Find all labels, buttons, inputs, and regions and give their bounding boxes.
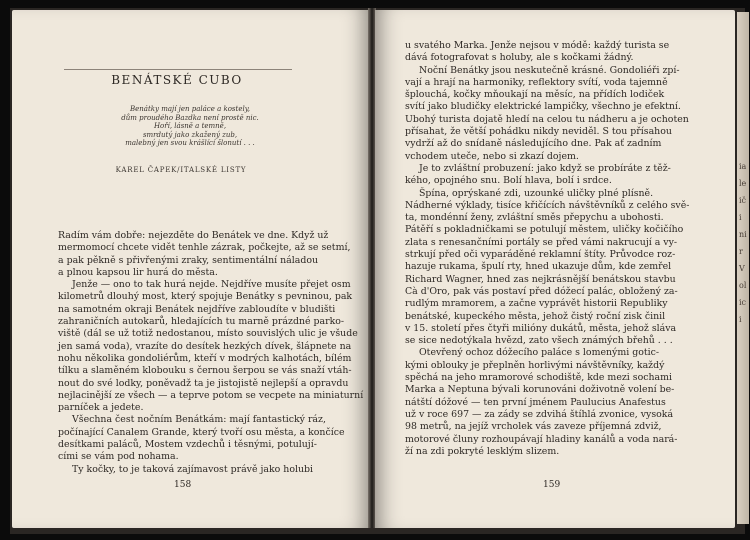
text-line: kého, opojného snu. Bolí hlava, bolí i srdce.: [405, 175, 612, 187]
text-line: desítkami paláců, Mostem vzdechů i těsnými, potulují-: [58, 439, 317, 451]
text-line: Ubohý turista dojatě hledí na celou tu nádheru a je ochoten: [405, 113, 689, 125]
epigraph-line: malebný jen svou krášlící šlonutí . . .: [125, 139, 255, 148]
epigraph-line: smrdutý jako zkažený zub,: [142, 130, 238, 139]
edge-text-fragment: r: [739, 247, 743, 256]
edge-text-fragment: i: [739, 213, 742, 222]
text-line: vchodem uteče, nebo si zkazí dojem.: [405, 150, 579, 162]
next-page-edge: [737, 12, 749, 524]
edge-text-fragment: ni: [739, 230, 747, 239]
text-line: přísahat, že větší pohádku nikdy neviděl. S tou přísahou: [405, 126, 672, 138]
text-line: šplouchá, kočky mňoukají na měsíc, na přídích lodiček: [405, 89, 665, 101]
edge-text-fragment: ia: [739, 162, 747, 171]
text-line: cími se vám pod nohama.: [58, 451, 179, 463]
text-line: ta, mondénní ženy, zvláštní směs přepychu a ubohosti.: [405, 212, 664, 224]
text-line: nohu několika gondoliérům, kteří v modrých kalhotách, bílém: [58, 352, 352, 364]
right-page: [375, 10, 735, 528]
epigraph-line: Hoří, lásně a temně,: [153, 122, 227, 131]
text-line: vají a hrají na harmoniky, reflektory svítí, voda tajemně: [405, 76, 668, 88]
epigraph-line: dům proudého Bazdka není prostě nic.: [121, 113, 259, 122]
edge-text-fragment: i: [739, 315, 742, 324]
text-line: Noční Benátky jsou neskutečně krásné. Gondoliéři zpí-: [419, 64, 680, 76]
text-line: hazuje rukama, špulí rty, hned ukazuje dům, kde zemřel: [405, 261, 672, 273]
text-line: Radím vám dobře: nejezděte do Benátek ve dne. Když už: [58, 230, 329, 241]
text-line: rudlým mramorem, a začne vyprávět historii Republiky: [405, 298, 668, 310]
edge-text-fragment: le: [739, 179, 747, 188]
text-line: kými oblouky je přeplněn horlivými návštěvníky, každý: [405, 359, 665, 371]
text-line: jen samá voda), vrazíte do desítek hezkých dívek, šlápnete na: [58, 340, 352, 352]
text-line: Špína, oprýskané zdi, uzounké uličky plné plísně.: [419, 187, 654, 199]
text-line: kilometrů dlouhý most, který spojuje Benátky s pevninou, pak: [58, 291, 353, 303]
text-line: už v roce 697 — za zády se zdvihá štíhlá zvonice, vysoká: [405, 408, 674, 420]
page-number-left: 158: [174, 480, 192, 490]
text-line: vydrží až do snídaně následujícího dne. Pak ať zadním: [405, 138, 662, 150]
title-rule: [64, 69, 292, 70]
text-line: 98 metrů, na jejíž vrcholek vás zaveze příjemná zdviž,: [405, 421, 662, 433]
page-number-right: 159: [543, 480, 561, 490]
text-line: benátské, kupeckého města, jehož čistý roční zisk činil: [405, 310, 666, 322]
text-line: Je to zvláštní probuzení: jako když se probíráte z těž-: [419, 162, 671, 174]
left-body-text: [58, 230, 364, 476]
text-line: Marka a Neptuna bývali korunováni doživotně volení be-: [405, 384, 675, 396]
text-line: Ty kočky, to je taková zajímavost právě jako holubi: [72, 463, 313, 475]
text-line: v 15. století přes čtyři milióny dukátů, města, jehož sláva: [405, 322, 677, 334]
text-line: motorové čluny rozhoupávají hladiny kanálů a voda nará-: [405, 433, 678, 445]
text-line: počínající Canalem Grande, který tvoří osu města, a končíce: [58, 426, 345, 438]
text-line: Cà d'Oro, pak vás postaví před dóžecí palác, obložený za-: [405, 285, 678, 297]
epigraph-author: KAREL ČAPEK/ITALSKÉ LISTY: [115, 166, 247, 174]
edge-text-fragment: V: [739, 264, 745, 273]
text-line: spěchá na jeho mramorové schodiště, kde mezi sochami: [405, 372, 673, 384]
open-book: [10, 8, 745, 534]
text-line: zlata s renesančními portály se před vámi nakrucují a vy-: [405, 236, 678, 248]
edge-text-fragment: ič: [739, 196, 747, 205]
left-page: [12, 10, 369, 528]
text-line: dává fotografovat s holuby, ale s kočkami žádný.: [405, 52, 634, 64]
text-line: Pátěří s pokladničkami se potulují městem, uličky kočičího: [405, 224, 684, 236]
text-line: tílku a slaměném klobouku s černou šerpou se vás snaží vtáh-: [58, 365, 352, 377]
edge-text-fragment: ic: [739, 298, 747, 307]
text-line: nout do své lodky, poněvadž ta je jistojistě nejlepší a opravdu: [58, 377, 349, 389]
text-line: se sice nedotýkala hvězd, zato všech známých břehů . . .: [405, 335, 673, 347]
epigraph-line: Benátky mají jen paláce a kostely,: [130, 105, 250, 113]
text-line: u svatého Marka. Jenže nejsou v módě: každý turista se: [405, 40, 670, 51]
chapter-title: BENÁTSKÉ CUBO: [111, 73, 243, 87]
text-line: Otevřený ochoz dóžecího paláce s lomenými gotic-: [419, 347, 660, 359]
text-line: nátští dóžové — ten první jménem Paulucius Anafestus: [405, 396, 666, 408]
text-line: Jenže — ono to tak hurá nejde. Nejdříve musíte přejet osm: [72, 279, 351, 291]
text-line: nejlacinější ze všech — a teprve potom se vecpete na miniaturní: [58, 389, 364, 401]
text-line: na samotném okraji Benátek nejdříve zabloudíte v bludišti: [58, 303, 336, 315]
text-line: svítí jako bludičky elektrické lampičky, všechno je efektní.: [405, 101, 681, 113]
edge-text-fragment: ol: [739, 281, 747, 290]
text-line: viště (dál se už totiž nedostanou, místo souvislých ulic je všude: [58, 328, 358, 340]
text-line: Nádherné výklady, tisíce křičících návštěvníků z celého svě-: [405, 199, 690, 211]
text-line: strkují před oči vyparáděné reklamní štíty. Průvodce roz-: [405, 249, 676, 261]
text-line: Všechna čest nočním Benátkám: mají fantastický ráz,: [72, 414, 326, 426]
text-line: parníček a jedete.: [58, 402, 144, 414]
text-line: a plnou kapsou lir hurá do města.: [58, 266, 218, 278]
epigraph: [100, 105, 280, 148]
text-line: Richard Wagner, hned zas nejkrásnější benátskou stavbu: [405, 273, 676, 285]
text-line: ží na zdi pokryté lesklým slizem.: [405, 445, 560, 457]
text-line: mermomocí chcete vidět tenhle zázrak, počkejte, až se setmí,: [58, 242, 351, 254]
right-body-text: [405, 40, 705, 458]
text-line: zahraničních autokarů, hledajících tu marně prázdné parko-: [58, 316, 345, 328]
text-line: a pak pěkně s přivřenými zraky, sentimentální náladou: [58, 254, 319, 266]
